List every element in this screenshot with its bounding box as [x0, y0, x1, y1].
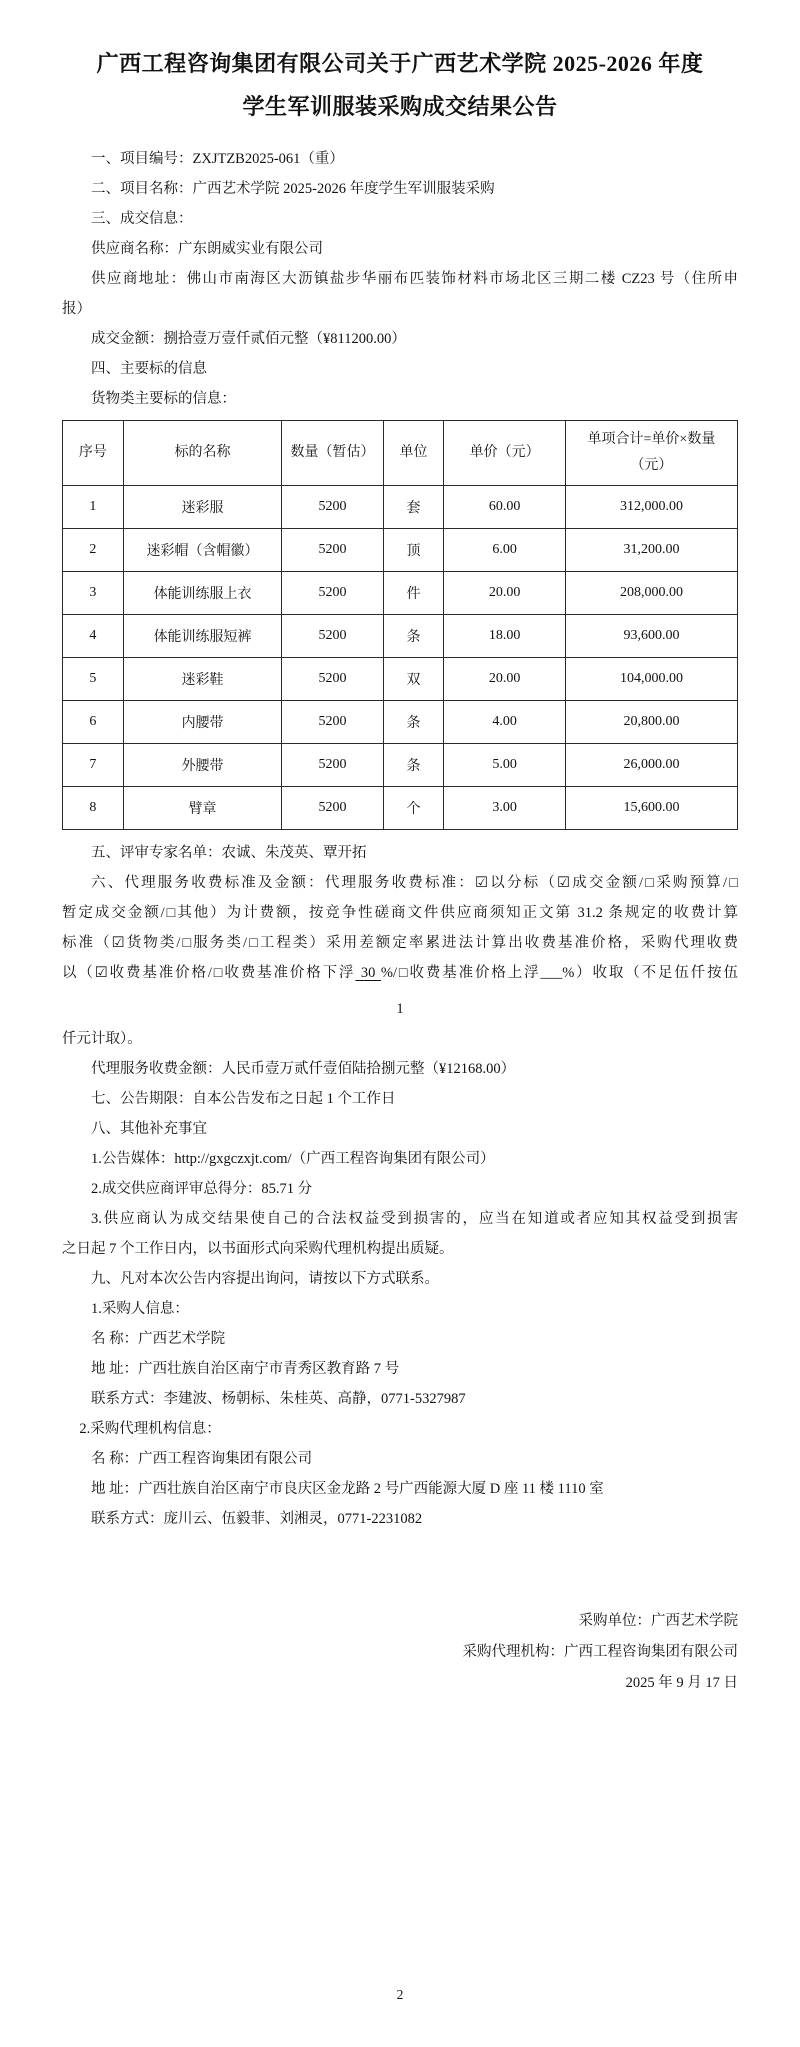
fee-standard-line5: 仟元计取）。 — [62, 1031, 142, 1047]
supplementary-heading: 八、其他补充事宜 — [91, 1121, 207, 1137]
table-cell: 件 — [383, 572, 444, 615]
table-cell: 104,000.00 — [565, 658, 737, 701]
signoff-agency: 采购代理机构：广西工程咨询集团有限公司 — [462, 1644, 738, 1660]
table-cell: 5.00 — [444, 744, 566, 787]
table-cell: 20,800.00 — [565, 701, 737, 744]
contact-heading: 九、凡对本次公告内容提出询问，请按以下方式联系。 — [91, 1271, 439, 1287]
fee-standard-line2: 暂定成交金额/□其他）为计费额，按竞争性磋商文件供应商须知正文第 31.2 条规定的收费计算 — [62, 905, 738, 921]
table-cell: 双 — [383, 658, 444, 701]
table-cell: 5200 — [282, 572, 383, 615]
table-cell: 外腰带 — [123, 744, 282, 787]
table-cell: 体能训练服短裤 — [123, 615, 282, 658]
table-cell: 7 — [63, 744, 124, 787]
table-cell: 条 — [383, 701, 444, 744]
table-row — [63, 572, 738, 615]
table-row — [63, 486, 738, 529]
main-subject-subheading: 货物类主要标的信息： — [91, 391, 236, 407]
table-cell: 臂章 — [123, 787, 282, 830]
table-cell: 5200 — [282, 615, 383, 658]
fee-standard-line4-a: 以（☑收费基准价格/□收费基准价格下浮 — [62, 965, 356, 981]
agency-address-line: 地 址：广西壮族自治区南宁市良庆区金龙路 2 号广西能源大厦 D 座 11 楼 1110 室 — [91, 1481, 604, 1497]
col-header-unit: 单位 — [383, 421, 444, 486]
deal-amount-line: 成交金额：捌拾壹万壹仟贰佰元整（¥811200.00） — [91, 331, 406, 347]
table-cell: 5200 — [282, 658, 383, 701]
experts-line: 五、评审专家名单：农诚、朱茂英、覃开拓 — [91, 845, 367, 861]
document-title-line2: 学生军训服装采购成交结果公告 — [242, 94, 558, 119]
table-cell: 条 — [383, 744, 444, 787]
col-header-total — [565, 421, 737, 486]
table-cell: 5200 — [282, 701, 383, 744]
table-cell: 套 — [383, 486, 444, 529]
table-cell: 迷彩鞋 — [123, 658, 282, 701]
table-row — [63, 615, 738, 658]
fee-discount-value: 30 — [355, 965, 381, 981]
table-row — [63, 529, 738, 572]
notice-period-line: 七、公告期限：自本公告发布之日起 1 个工作日 — [91, 1091, 396, 1107]
supplier-address-line1: 供应商地址：佛山市南海区大沥镇盐步华丽布匹装饰材料市场北区三期二楼 CZ23 号（住所申 — [91, 271, 738, 287]
fee-standard-line3: 标准（☑货物类/□服务类/□工程类）采用差额定率累进法计算出收费基准价格，采购代理收费 — [62, 935, 738, 951]
table-cell: 20.00 — [444, 572, 566, 615]
table-cell: 93,600.00 — [565, 615, 737, 658]
signoff-purchaser: 采购单位：广西艺术学院 — [578, 1613, 738, 1629]
table-cell: 312,000.00 — [565, 486, 737, 529]
deal-info-heading: 三、成交信息： — [91, 211, 193, 227]
col-header-total-line2: （元） — [630, 458, 673, 473]
table-cell: 3 — [63, 572, 124, 615]
table-cell: 条 — [383, 615, 444, 658]
table-cell: 体能训练服上衣 — [123, 572, 282, 615]
review-score-line: 2.成交供应商评审总得分：85.71 分 — [91, 1181, 313, 1197]
purchaser-contact-line: 联系方式：李建波、杨朝标、朱桂英、高静，0771-5327987 — [91, 1391, 466, 1407]
table-cell: 208,000.00 — [565, 572, 737, 615]
supplier-name-line: 供应商名称：广东朗威实业有限公司 — [91, 241, 323, 257]
table-cell: 4.00 — [444, 701, 566, 744]
goods-table-header-row — [63, 421, 738, 486]
table-cell: 8 — [63, 787, 124, 830]
table-cell: 15,600.00 — [565, 787, 737, 830]
document-title — [90, 42, 710, 128]
signoff-date: 2025 年 9 月 17 日 — [625, 1675, 738, 1691]
table-cell: 2 — [63, 529, 124, 572]
table-row — [63, 744, 738, 787]
col-header-qty: 数量（暂估） — [282, 421, 383, 486]
table-cell: 6 — [63, 701, 124, 744]
fee-standard-line4-c: %）收取（不足伍仟按伍 — [562, 965, 739, 981]
table-cell: 5200 — [282, 787, 383, 830]
project-name-line: 二、项目名称：广西艺术学院 2025-2026 年度学生军训服装采购 — [91, 181, 495, 197]
table-cell: 个 — [383, 787, 444, 830]
table-cell: 5200 — [282, 529, 383, 572]
table-cell: 5200 — [282, 486, 383, 529]
table-cell: 迷彩帽（含帽徽） — [123, 529, 282, 572]
table-cell: 60.00 — [444, 486, 566, 529]
announcement-media-line: 1.公告媒体：http://gxgczxjt.com/（广西工程咨询集团有限公司） — [91, 1151, 495, 1167]
col-header-no: 序号 — [63, 421, 124, 486]
fee-upfloat-blank: ___ — [540, 965, 563, 981]
fee-standard-line4 — [62, 958, 738, 988]
signoff-block — [62, 1606, 738, 1699]
table-cell: 顶 — [383, 529, 444, 572]
purchaser-name-line: 名 称：广西艺术学院 — [91, 1331, 226, 1347]
agency-contact-line: 联系方式：庞川云、伍毅菲、刘湘灵，0771-2231082 — [91, 1511, 423, 1527]
table-cell: 5 — [63, 658, 124, 701]
col-header-total-line1: 单项合计=单价×数量 — [587, 432, 716, 447]
table-cell: 26,000.00 — [565, 744, 737, 787]
col-header-name: 标的名称 — [123, 421, 282, 486]
objection-line2: 之日起 7 个工作日内，以书面形式向采购代理机构提出质疑。 — [62, 1241, 454, 1257]
purchaser-address-line: 地 址：广西壮族自治区南宁市青秀区教育路 7 号 — [91, 1361, 400, 1377]
page-number-2: 2 — [396, 1987, 404, 2002]
table-row — [63, 701, 738, 744]
table-cell: 迷彩服 — [123, 486, 282, 529]
table-cell: 5200 — [282, 744, 383, 787]
supplier-address-line2: 报） — [62, 301, 91, 317]
table-cell: 4 — [63, 615, 124, 658]
fee-amount-line: 代理服务收费金额：人民币壹万贰仟壹佰陆拾捌元整（¥12168.00） — [91, 1061, 516, 1077]
fee-standard-line4-b: %/□收费基准价格上浮 — [380, 965, 541, 981]
document-title-line1: 广西工程咨询集团有限公司关于广西艺术学院 2025-2026 年度 — [96, 51, 704, 76]
agency-info-heading: 2.采购代理机构信息： — [79, 1421, 221, 1437]
table-cell: 3.00 — [444, 787, 566, 830]
fee-standard-line1: 六、代理服务收费标准及金额：代理服务收费标准：☑以分标（☑成交金额/□采购预算/□ — [91, 875, 738, 891]
goods-table — [62, 420, 738, 830]
table-cell: 内腰带 — [123, 701, 282, 744]
table-row — [63, 787, 738, 830]
purchaser-info-heading: 1.采购人信息： — [91, 1301, 189, 1317]
agency-name-line: 名 称：广西工程咨询集团有限公司 — [91, 1451, 313, 1467]
page-number-1: 1 — [396, 1001, 404, 1017]
main-subject-heading: 四、主要标的信息 — [91, 361, 207, 377]
table-row — [63, 658, 738, 701]
table-cell: 20.00 — [444, 658, 566, 701]
table-cell: 31,200.00 — [565, 529, 737, 572]
project-number-line: 一、项目编号：ZXJTZB2025-061（重） — [91, 151, 344, 167]
table-cell: 1 — [63, 486, 124, 529]
table-cell: 18.00 — [444, 615, 566, 658]
col-header-price: 单价（元） — [444, 421, 566, 486]
objection-line1: 3.供应商认为成交结果使自己的合法权益受到损害的，应当在知道或者应知其权益受到损害 — [91, 1211, 738, 1227]
table-cell: 6.00 — [444, 529, 566, 572]
